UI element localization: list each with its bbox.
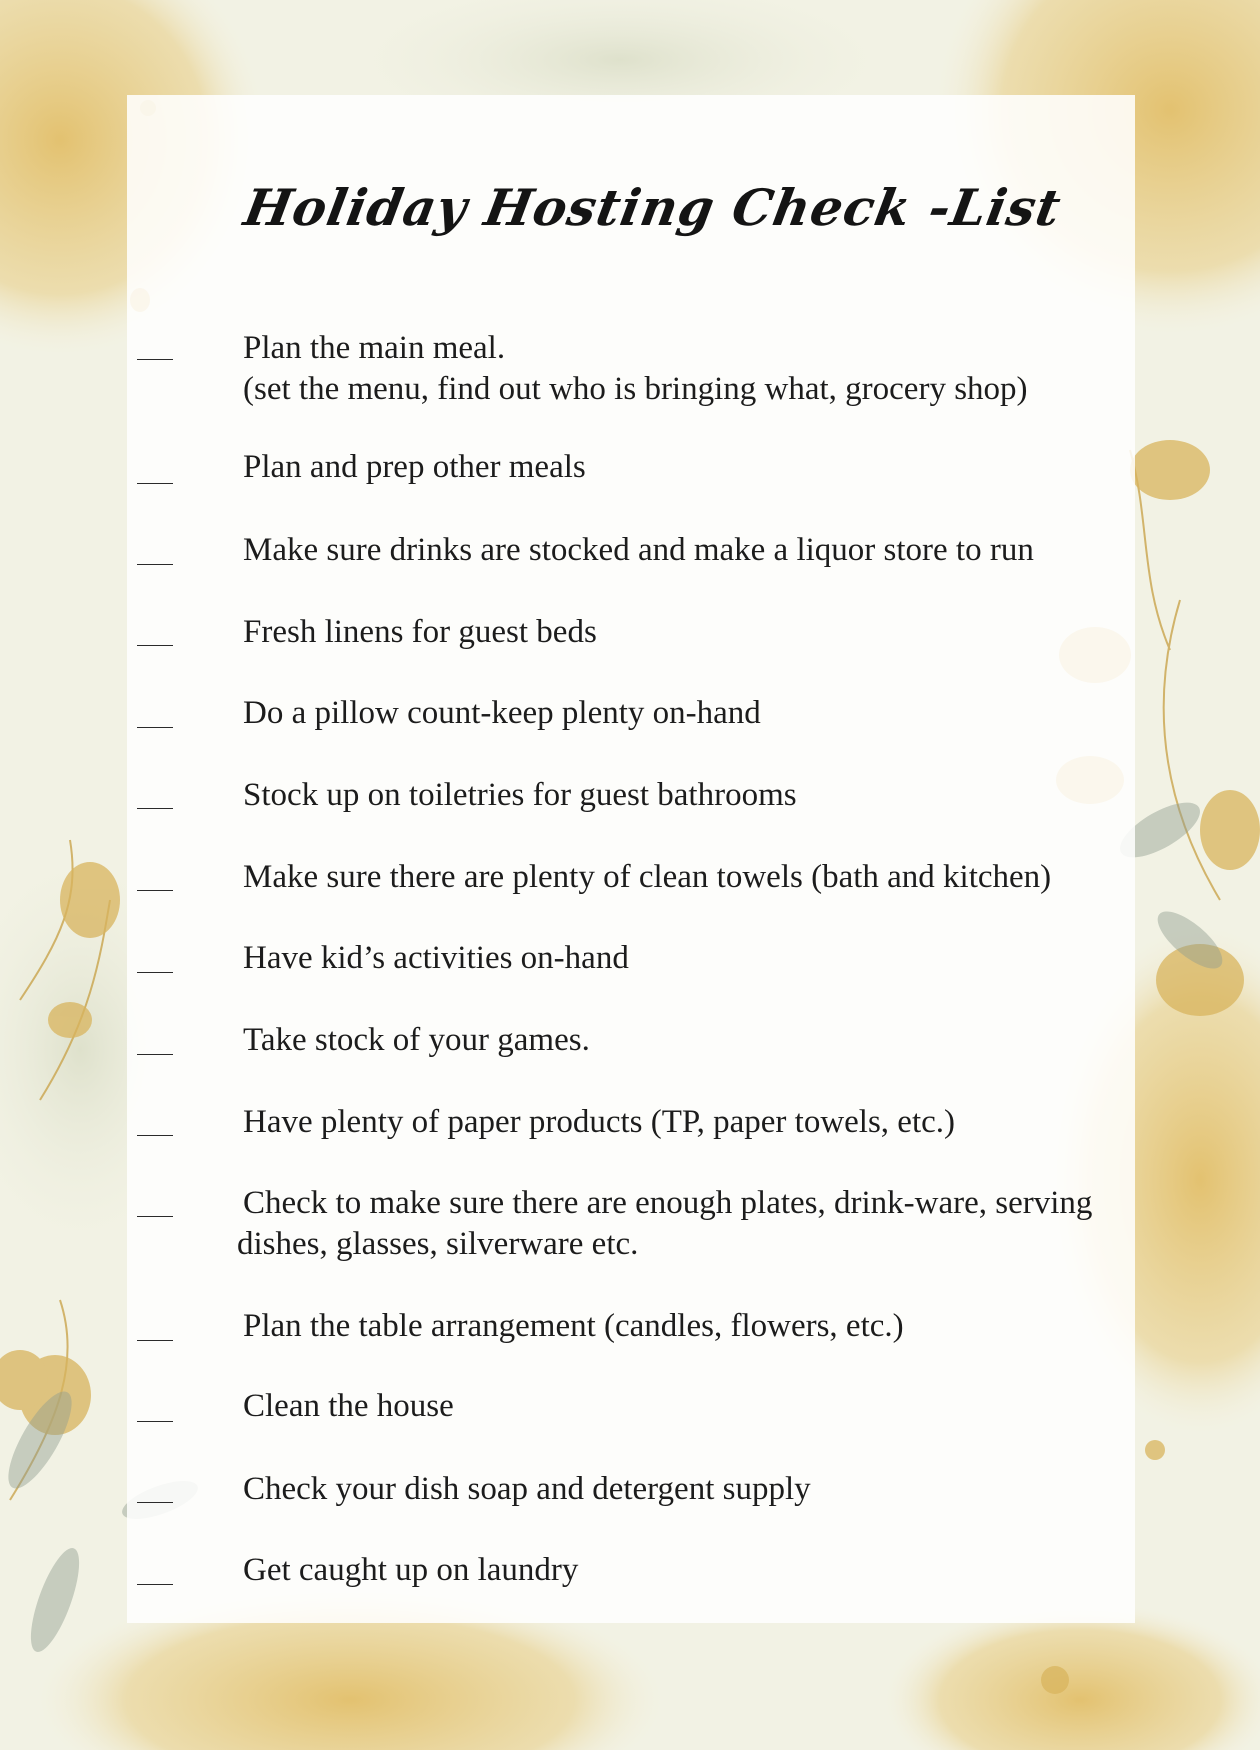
checkbox-blank[interactable] — [137, 1584, 173, 1585]
checkbox-blank[interactable] — [137, 1135, 173, 1136]
item-text: Make sure drinks are stocked and make a liquor store to run — [243, 532, 1034, 568]
item-text: Make sure there are plenty of clean towels (bath and kitchen) — [243, 859, 1052, 895]
checkbox-blank[interactable] — [137, 890, 173, 891]
checkbox-blank[interactable] — [137, 972, 173, 973]
checkbox-blank[interactable] — [137, 645, 173, 646]
item-text: Do a pillow count-keep plenty on-hand — [243, 695, 761, 731]
checkbox-blank[interactable] — [137, 1502, 173, 1503]
item-text: Check your dish soap and detergent supply — [243, 1471, 811, 1507]
checkbox-blank[interactable] — [137, 808, 173, 809]
item-text: Have kid’s activities on-hand — [243, 940, 629, 976]
item-text: Fresh linens for guest beds — [243, 614, 597, 650]
checkbox-blank[interactable] — [137, 1421, 173, 1422]
checkbox-blank[interactable] — [137, 564, 173, 565]
item-text: Plan the main meal. (set the menu, find out who is bringing what, grocery shop) — [243, 330, 1028, 407]
item-text: Stock up on toiletries for guest bathrooms — [243, 777, 797, 813]
item-text: Plan the table arrangement (candles, flowers, etc.) — [243, 1308, 904, 1344]
item-text: Clean the house — [243, 1388, 454, 1424]
item-text: Plan and prep other meals — [243, 449, 586, 485]
item-text: Get caught up on laundry — [243, 1552, 579, 1588]
page-title: Holiday Hosting Check -List — [239, 178, 1066, 237]
checkbox-blank[interactable] — [137, 483, 173, 484]
checkbox-blank[interactable] — [137, 359, 173, 360]
checkbox-blank[interactable] — [137, 1216, 173, 1217]
checkbox-blank[interactable] — [137, 1340, 173, 1341]
item-text: Check to make sure there are enough plates, drink-ware, serving dishes, glasses, silverware etc. — [237, 1185, 1093, 1262]
item-text: Take stock of your games. — [243, 1022, 590, 1058]
item-text: Have plenty of paper products (TP, paper towels, etc.) — [243, 1104, 956, 1140]
checkbox-blank[interactable] — [137, 727, 173, 728]
checkbox-blank[interactable] — [137, 1054, 173, 1055]
